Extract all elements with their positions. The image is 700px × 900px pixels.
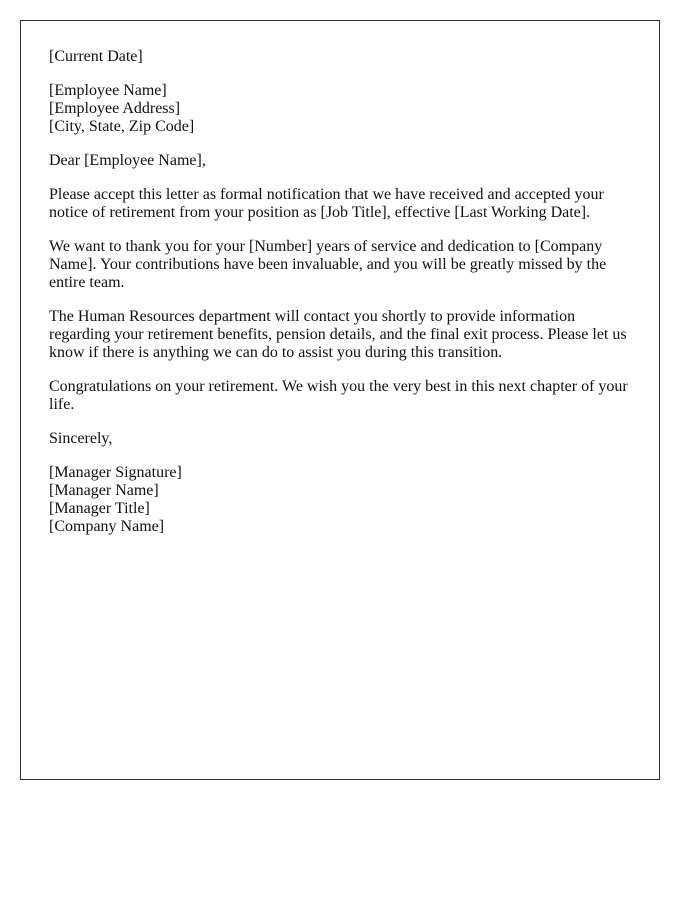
manager-name: [Manager Name] — [49, 482, 159, 499]
recipient-address: [Employee Address] — [49, 100, 181, 117]
body-paragraph-thanks: We want to thank you for your [Number] years of service and dedication to [Company Name]. Your contributions have been invaluable, and you will be greatly missed by the entire team. — [49, 238, 607, 291]
recipient-name: [Employee Name] — [49, 82, 167, 99]
company-name: [Company Name] — [49, 518, 165, 535]
body-paragraph-hr-contact: The Human Resources department will contact you shortly to provide information regarding your retirement benefits, pension details, and the final exit process. Please let us know if there is anything we can do to assist you during this transition. — [49, 308, 627, 361]
signature-block — [49, 464, 631, 536]
closing: Sincerely, — [49, 430, 113, 447]
salutation: Dear [Employee Name], — [49, 152, 206, 169]
recipient-city-state-zip: [City, State, Zip Code] — [49, 118, 195, 135]
recipient-block — [49, 82, 631, 136]
manager-signature: [Manager Signature] — [49, 464, 182, 481]
body-paragraph-congratulations: Congratulations on your retirement. We wish you the very best in this next chapter of your life. — [49, 378, 628, 413]
manager-title: [Manager Title] — [49, 500, 150, 517]
body-paragraph-acceptance: Please accept this letter as formal notification that we have received and accepted your notice of retirement from your position as [Job Title], effective [Last Working Date]. — [49, 186, 604, 221]
letter-date: [Current Date] — [49, 48, 143, 65]
letter-page — [20, 20, 660, 780]
